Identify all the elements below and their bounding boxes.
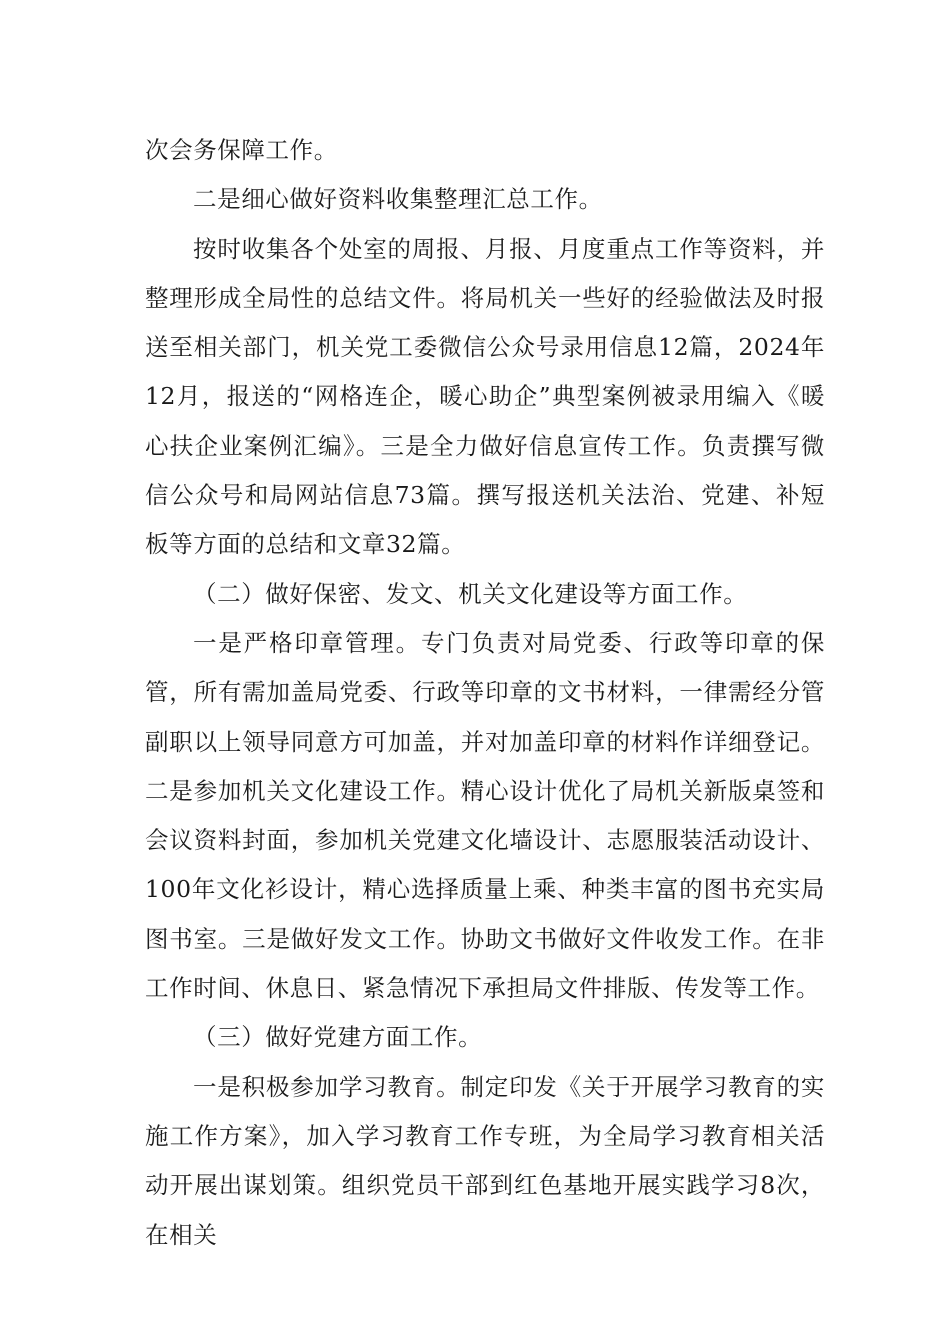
paragraph-2: 二是细心做好资料收集整理汇总工作。 <box>193 185 603 214</box>
paragraph-7: 一是积极参加学习教育。制定印发《关于开展学习教育的实施工作方案》，加入学习教育工作专班，为全局学习教育相关活动开展出谋划策。组织党员干部到红色基地开展实践学习8次，在相关 <box>145 1072 825 1249</box>
paragraph-5: 一是严格印章管理。专门负责对局党委、行政等印章的保管，所有需加盖局党委、行政等印章的文书材料，一律需经分管副职以上领导同意方可加盖，并对加盖印章的材料作详细登记。二是参加机关文化建设工作。精心设计优化了局机关新版桌签和会议资料封面，参加机关党建文化墙设计、志愿服装活动设计、100年文化衫设计，精心选择质量上乘、种类丰富的图书充实局图书室。三是做好发文工作。协助文书做好文件收发工作。在非工作时间、休息日、紧急情况下承担局文件排版、传发等工作。 <box>145 628 825 1003</box>
paragraph-4-section-heading: （二）做好保密、发文、机关文化建设等方面工作。 <box>193 579 748 608</box>
paragraph-1: 次会务保障工作。 <box>145 136 338 164</box>
document-body <box>145 126 825 1260</box>
paragraph-6-section-heading: （三）做好党建方面工作。 <box>193 1023 483 1052</box>
paragraph-3: 按时收集各个处室的周报、月报、月度重点工作等资料，并整理形成全局性的总结文件。将局机关一些好的经验做法及时报送至相关部门，机关党工委微信公众号录用信息12篇，2024年12月，报送的“网格连企，暖心助企”典型案例被录用编入《暖心扶企业案例汇编》。三是全力做好信息宣传工作。负责撰写微信公众号和局网站信息73篇。撰写报送机关法治、党建、补短板等方面的总结和文章32篇。 <box>145 234 825 559</box>
